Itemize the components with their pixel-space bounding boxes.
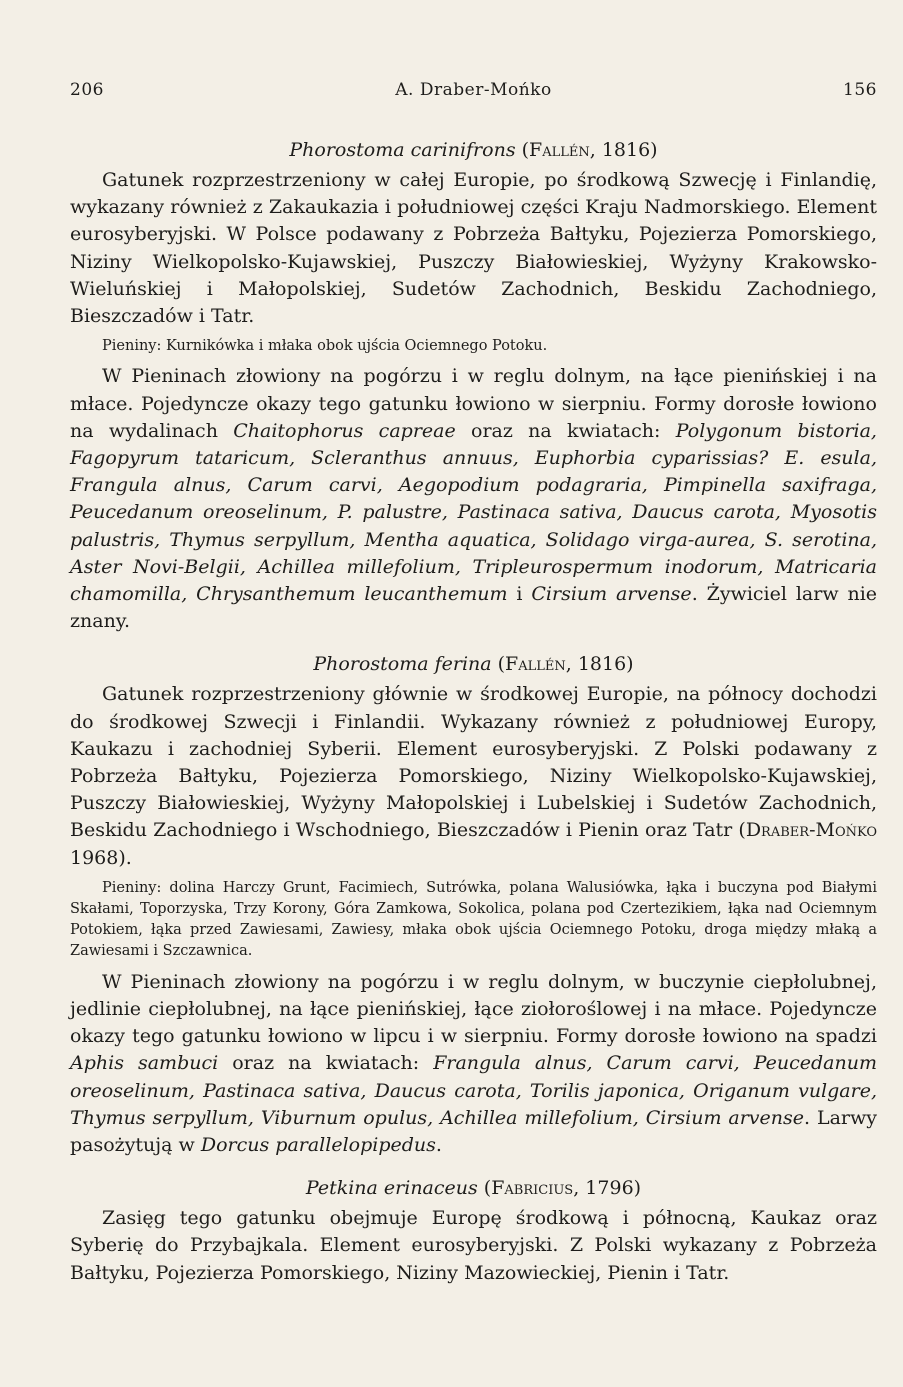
ecology-paragraph: W Pieninach złowiony na pogórzu i w reglu dolnym, w buczynie ciepłolubnej, jedlinie ciepłolubnej, na łące pienińskiej, łące ziołoroślowej i na młace. Pojedyncze okazy tego gatunku łowiono w lipcu i w sierpniu. Formy dorosłe łowiono na spadzi Aphis sambuci oraz na kwiatach: Frangula alnus, Carum carvi, Peucedanum oreoselinum, Pastinaca sativa, Daucus carota, Torilis japonica, Origanum vulgare, Thymus serpyllum, Viburnum opulus, Achillea millefolium, Cirsium arvense. Larwy pasożytują w Dorcus parallelopipedus. (70, 970, 877, 1156)
locality-note: Pieniny: Kurnikówka i młaka obok ujścia Ociemnego Potoku. (102, 338, 548, 355)
species-year: , 1796) (573, 1177, 642, 1200)
author-header: A. Draber-Mońko (395, 80, 552, 100)
distribution-paragraph: Gatunek rozprzestrzeniony w całej Europie, po środkową Szwecję i Finlandię, wykazany również z Zakaukazia i południowej części Kraju Nadmorskiego. Element eurosyberyjski. W Polsce podawany z Pobrzeża Bałtyku, Pojezierza Pomorskiego, Niziny Wielkopolsko-Kujawskiej, Puszczy Białowieskiej, Wyżyny Krakowsko-Wieluńskiej i Małopolskiej, Sudetów Zachodnich, Beskidu Zachodniego, Bieszczadów i Tatr. (70, 169, 877, 328)
species-year: , 1816) (589, 139, 658, 161)
species-name: Petkina erinaceus (305, 1177, 478, 1200)
running-header (70, 80, 877, 102)
plant-list: Frangula alnus, Carum carvi, Peucedanum oreoselinum, Pastinaca sativa, Daucus carota, Torilis japonica, Origanum vulgare, Thymus serpyllum, Viburnum opulus, Achillea millefolium, Cirsium arvense (70, 1052, 877, 1129)
species-heading: Phorostoma carinifrons (Fallén, 1816) (289, 139, 658, 161)
page-number-right: 156 (843, 80, 877, 100)
species-author: Fallén (529, 139, 590, 161)
species-year: , 1816) (565, 653, 634, 676)
host-name: Chaitophorus capreae (233, 419, 456, 442)
host-name: Aphis sambuci (70, 1052, 219, 1075)
page-body (70, 133, 877, 1287)
species-name: Phorostoma ferina (313, 653, 492, 676)
plant-name: Cirsium arvense (531, 583, 692, 606)
distribution-paragraph: Gatunek rozprzestrzeniony głównie w środkowej Europie, na północy dochodzi do środkowej Szwecji i Finlandii. Wykazany również z południowej Europy, Kaukazu i zachodniej Syberii. Element eurosyberyjski. Z Polski podawany z Pobrzeża Bałtyku, Pojezierza Pomorskiego, Niziny Wielkopolsko-Kujawskiej, Puszczy Białowieskiej, Wyżyny Małopolskiej i Lubelskiej i Sudetów Zachodnich, Beskidu Zachodniego i Wschodniego, Bieszczadów i Pienin oraz Tatr (Draber-Mońko 1968). (70, 683, 877, 869)
citation-author: Draber-Mońko (745, 819, 877, 842)
distribution-paragraph: Zasięg tego gatunku obejmuje Europę środkową i północną, Kaukaz oraz Syberię do Przybajkala. Element eurosyberyjski. Z Polski wykazany z Pobrzeża Bałtyku, Pojezierza Pomorskiego, Niziny Mazowieckiej, Pienin i Tatr. (70, 1207, 877, 1284)
ecology-paragraph: W Pieninach złowiony na pogórzu i w reglu dolnym, na łące pienińskiej i na młace. Pojedyncze okazy tego gatunku łowiono w sierpniu. Formy dorosłe łowiono na wydalinach Chaitophorus capreae oraz na kwiatach: Polygonum bistoria, Fagopyrum tataricum, Scleranthus annuus, Euphorbia cyparissias? E. esula, Frangula alnus, Carum carvi, Aegopodium podagraria, Pimpinella saxifraga, Peucedanum oreoselinum, P. palustre, Pastinaca sativa, Daucus carota, Myosotis palustris, Thymus serpyllum, Mentha aquatica, Solidago virga-aurea, S. serotina, Aster Novi-Belgii, Achillea millefolium, Tripleurospermum inodorum, Matricaria chamomilla, Chrysanthemum leucanthemum i Cirsium arvense. Żywiciel larw nie znany. (70, 365, 878, 633)
species-author: Fabricius (491, 1177, 574, 1200)
species-heading: Petkina erinaceus (Fabricius, 1796) (305, 1177, 642, 1200)
host-name: Dorcus parallelopipedus (200, 1133, 436, 1156)
species-author: Fallén (505, 653, 566, 676)
locality-note: Pieniny: dolina Harczy Grunt, Facimiech, Sutrówka, polana Walusiówka, łąka i buczyna pod Białymi Skałami, Toporzyska, Trzy Korony, Góra Zamkowa, Sokolica, polana pod Czertezikiem, łąka nad Ociemnym Potokiem, łąka przed Zawiesami, Zawiesy, młaka obok ujścia Ociemnego Potoku, droga między młaką a Zawiesami i Szczawnica. (70, 879, 877, 960)
species-name: Phorostoma carinifrons (289, 139, 516, 161)
species-heading: Phorostoma ferina (Fallén, 1816) (313, 653, 634, 676)
page-number-left: 206 (70, 80, 104, 100)
plant-list: Polygonum bistoria, Fagopyrum tataricum, Scleranthus annuus, Euphorbia cyparissias? E. esula, Frangula alnus, Carum carvi, Aegopodium podagraria, Pimpinella saxifraga, Peucedanum oreoselinum, P. palustre, Pastinaca sativa, Daucus carota, Myosotis palustris, Thymus serpyllum, Mentha aquatica, Solidago virga-aurea, S. serotina, Aster Novi-Belgii, Achillea millefolium, Tripleurospermum inodorum, Matricaria chamomilla, Chrysanthemum leucanthemum (70, 419, 877, 606)
